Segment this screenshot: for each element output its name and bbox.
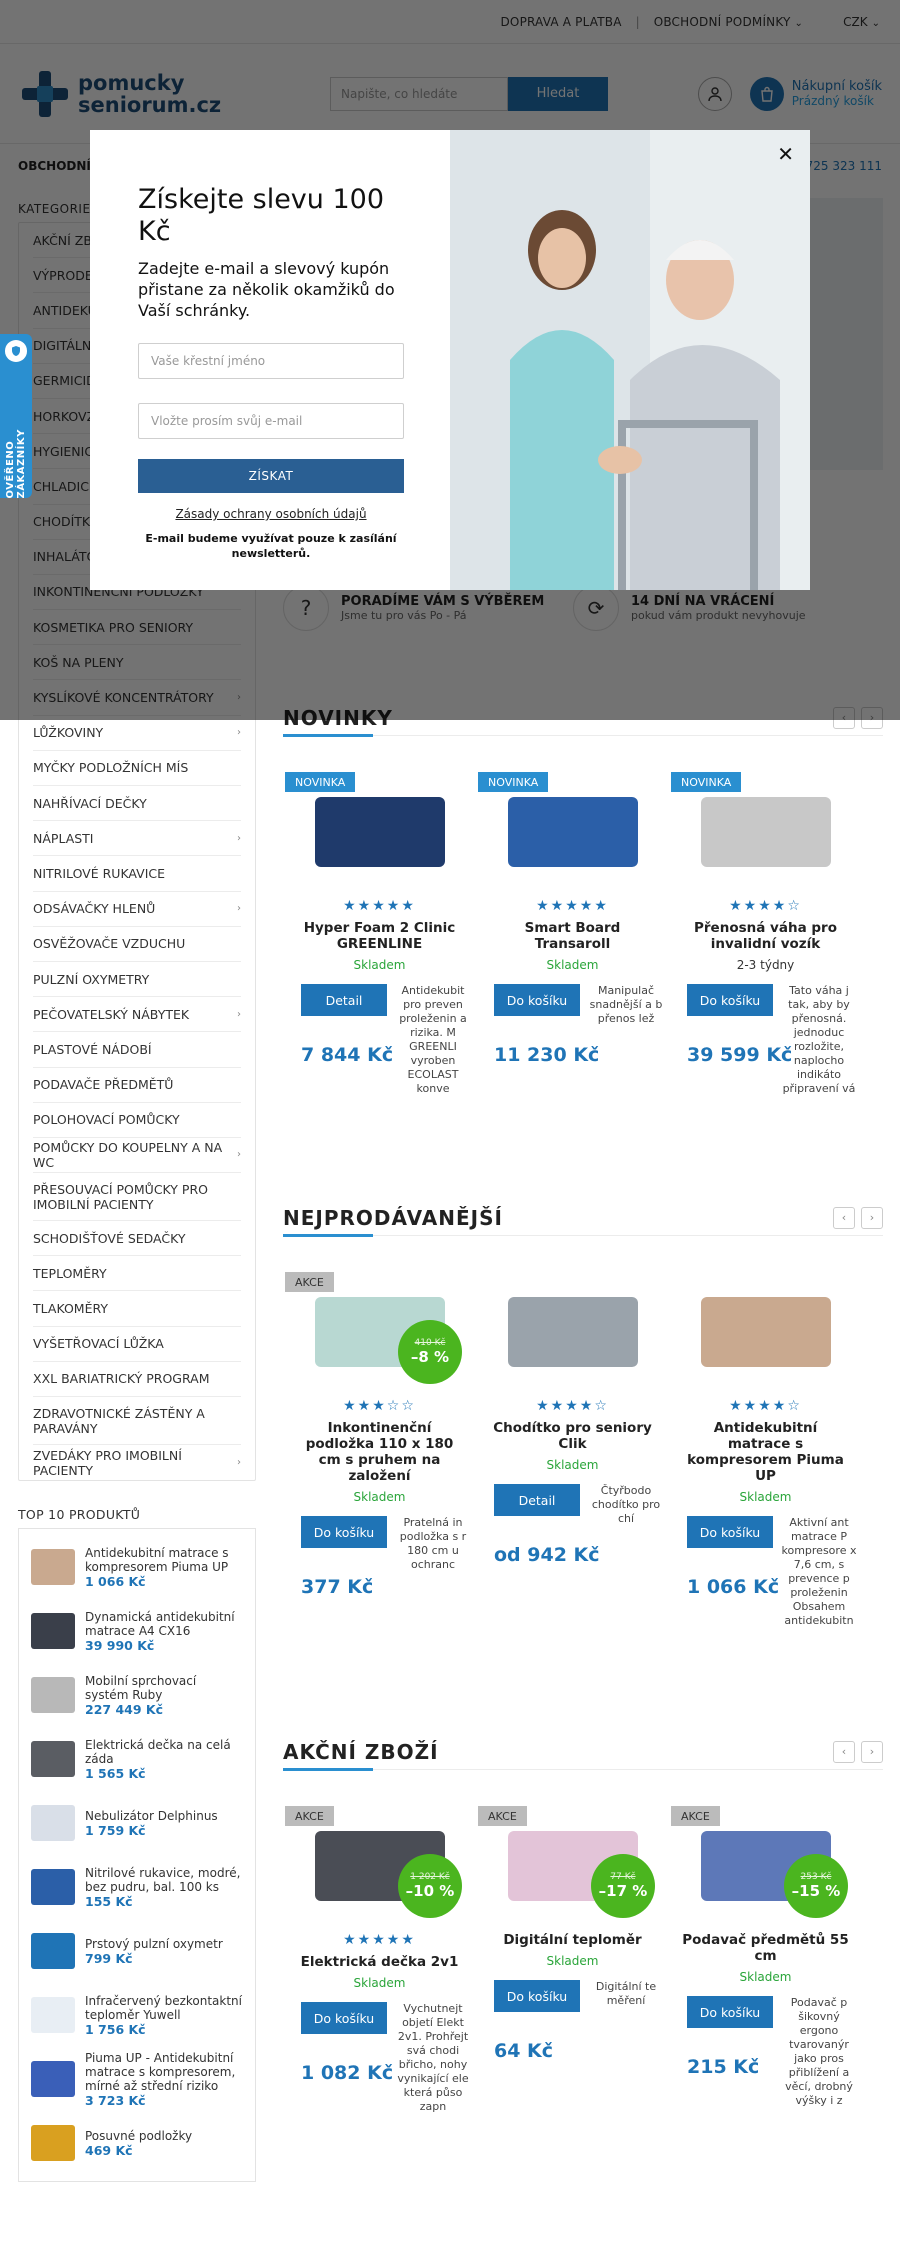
top10-item[interactable] xyxy=(31,1983,243,2047)
discount-percent: –10 % xyxy=(405,1882,455,1900)
top10-price: 1 066 Kč xyxy=(85,1573,146,1589)
verified-reviews-badge[interactable] xyxy=(0,334,32,498)
product-price: 1 082 Kč xyxy=(301,2062,394,2084)
category-label: LŮŽKOVINY xyxy=(33,725,104,741)
privacy-link[interactable]: Zásady ochrany osobních údajů xyxy=(175,507,367,521)
old-price: 253 Kč xyxy=(800,1872,832,1882)
product-thumbnail xyxy=(31,1613,75,1649)
section-title: AKČNÍ ZBOŽÍ xyxy=(283,1739,439,1764)
product-badge: AKCE xyxy=(478,1806,527,1826)
section-novinky xyxy=(283,700,883,1114)
top10-item[interactable] xyxy=(31,1919,243,1983)
category-label: PULZNÍ OXYMETRY xyxy=(33,971,150,987)
availability: Skladem xyxy=(546,1458,599,1472)
product-description: Antidekubit pro preven proleženin a rizika. M GREENLI vyroben ECOLAST konve xyxy=(399,984,467,1095)
chevron-right-icon: › xyxy=(237,832,241,844)
product-image[interactable] xyxy=(476,1272,669,1392)
product-thumbnail xyxy=(31,1677,75,1713)
top10-text xyxy=(85,1546,243,1589)
category-item[interactable] xyxy=(33,1103,241,1138)
top10-name: Elektrická dečka na celá záda xyxy=(85,1737,231,1766)
top10-text xyxy=(85,2051,243,2108)
modal-title: Získejte slevu 100 Kč xyxy=(138,184,385,247)
product-name[interactable]: Podavač předmětů 55 cm xyxy=(682,1932,849,1964)
product-price: 1 066 Kč xyxy=(687,1576,780,1598)
shield-icon xyxy=(5,340,27,362)
category-label: PLASTOVÉ NÁDOBÍ xyxy=(33,1041,152,1057)
top10-text xyxy=(85,1738,243,1781)
product-image-shape xyxy=(701,1297,831,1367)
category-label: ZVEDÁKY PRO IMOBILNÍ PACIENTY xyxy=(33,1447,182,1478)
category-label: NÁPLASTI xyxy=(33,830,94,846)
rating-stars: ★★★★★ xyxy=(343,1932,416,1948)
category-label: TLAKOMĚRY xyxy=(33,1301,108,1317)
category-label: PŘESOUVACÍ POMŮCKY PRO IMOBILNÍ PACIENTY xyxy=(33,1181,208,1212)
product-description: Manipulač snadnější a b přenos lež xyxy=(589,984,663,1025)
category-label: TEPLOMĚRY xyxy=(33,1265,107,1281)
product-badge: AKCE xyxy=(285,1806,334,1826)
product-badge: NOVINKA xyxy=(285,772,355,792)
product-name[interactable]: Antidekubitní matrace s kompresorem Piuma UP xyxy=(687,1420,844,1484)
rating-stars: ★★★★☆ xyxy=(729,1398,802,1414)
top10-price: 1 756 Kč xyxy=(85,2021,146,2037)
category-label: POLOHOVACÍ POMŮCKY xyxy=(33,1112,180,1128)
category-item[interactable] xyxy=(33,1221,241,1256)
product-image-shape xyxy=(315,797,445,867)
detail-button[interactable]: Detail xyxy=(494,1484,580,1516)
category-item[interactable] xyxy=(33,1291,241,1326)
chevron-right-icon[interactable]: › xyxy=(861,1207,883,1229)
top10-item[interactable] xyxy=(31,1535,243,1599)
top10-text xyxy=(85,1994,243,2037)
product-card xyxy=(283,772,476,1114)
add-to-cart-button[interactable]: Do košíku xyxy=(687,984,773,1016)
discount-percent: –8 % xyxy=(410,1348,450,1366)
product-thumbnail xyxy=(31,1805,75,1841)
top10-name: Infračervený bezkontaktní teploměr Yuwell xyxy=(85,1993,242,2022)
top10-text xyxy=(85,1610,243,1653)
product-name[interactable]: Elektrická dečka 2v1 xyxy=(300,1954,459,1970)
product-badge: AKCE xyxy=(285,1272,334,1292)
top10-name: Mobilní sprchovací systém Ruby xyxy=(85,1673,197,1702)
product-carousel xyxy=(283,1272,883,1646)
verified-reviews-label: OVĚŘENO ZÁKAZNÍKY xyxy=(5,428,27,498)
category-item[interactable] xyxy=(33,1138,241,1173)
product-image-shape xyxy=(701,797,831,867)
top10-title: TOP 10 PRODUKTŮ xyxy=(18,1507,141,1523)
product-actions xyxy=(669,984,862,1114)
availability: Skladem xyxy=(546,1954,599,1968)
top10-item[interactable] xyxy=(31,2047,243,2111)
category-item[interactable] xyxy=(33,821,241,856)
add-to-cart-button[interactable]: Do košíku xyxy=(494,984,580,1016)
category-item[interactable] xyxy=(33,997,241,1032)
section-header xyxy=(283,1734,883,1770)
product-card xyxy=(476,1806,669,2132)
product-card xyxy=(669,1806,862,2132)
top10-text xyxy=(85,2129,192,2158)
availability: Skladem xyxy=(546,958,599,972)
rating-stars: ★★★★★ xyxy=(343,898,416,914)
category-label: XXL BARIATRICKÝ PROGRAM xyxy=(33,1371,210,1387)
product-price: 215 Kč xyxy=(687,2056,760,2078)
category-label: NITRILOVÉ RUKAVICE xyxy=(33,865,166,881)
old-price: 1 202 Kč xyxy=(410,1872,450,1882)
product-price: 7 844 Kč xyxy=(301,1044,394,1066)
top10-text xyxy=(85,1866,243,1909)
detail-button[interactable]: Detail xyxy=(301,984,387,1016)
newsletter-modal xyxy=(90,130,810,590)
top10-text xyxy=(85,1809,218,1838)
product-name[interactable]: Inkontinenční podložka 110 x 180 cm s pruhem na založení xyxy=(305,1420,454,1484)
product-description: Podavač p šikovný ergono tvarovanýr jako pros přiblížení a věcí, drobný výšky i z xyxy=(785,1996,853,2107)
category-label: MYČKY PODLOŽNÍCH MÍS xyxy=(33,760,189,776)
chevron-right-icon: › xyxy=(237,727,241,739)
product-thumbnail xyxy=(31,1933,75,1969)
rating-stars: ★★★★☆ xyxy=(536,1398,609,1414)
top10-text xyxy=(85,1937,223,1966)
caregiver-photo-illustration xyxy=(450,130,810,590)
top10-name: Posuvné podložky xyxy=(85,2128,193,2143)
chevron-right-icon: › xyxy=(237,1457,241,1469)
category-label: ODSÁVAČKY HLENŮ xyxy=(33,901,156,917)
top10-price: 3 723 Kč xyxy=(85,2092,146,2108)
product-card xyxy=(476,1272,669,1646)
carousel-arrows xyxy=(827,1207,883,1229)
carousel-arrows xyxy=(827,1741,883,1763)
top10-text xyxy=(85,1674,243,1717)
product-description: Tato váha j tak, aby by přenosná. jednoduc rozložite, naplocho indikáto připravení vá xyxy=(782,984,856,1095)
add-to-cart-button[interactable]: Do košíku xyxy=(687,1516,773,1548)
first-name-input[interactable]: Vaše křestní jméno xyxy=(138,343,404,379)
add-to-cart-button[interactable]: Do košíku xyxy=(301,1516,387,1548)
chevron-left-icon[interactable]: ‹ xyxy=(833,1207,855,1229)
category-item[interactable] xyxy=(33,751,241,786)
product-actions xyxy=(283,2002,476,2132)
category-item[interactable] xyxy=(33,927,241,962)
availability: 2-3 týdny xyxy=(736,958,795,972)
modal-photo xyxy=(450,130,810,590)
category-label: PODAVAČE PŘEDMĚTŮ xyxy=(33,1077,174,1093)
section-bestsellers xyxy=(283,1200,883,1646)
category-item[interactable] xyxy=(33,1256,241,1291)
product-description: Čtyřbodo chodítko pro chí xyxy=(591,1484,661,1525)
category-label: POMŮCKY DO KOUPELNY A NA WC xyxy=(33,1139,223,1170)
section-sale xyxy=(283,1734,883,2132)
discount-percent: –17 % xyxy=(598,1882,648,1900)
product-card xyxy=(669,772,862,1114)
category-item[interactable] xyxy=(33,962,241,997)
top10-item[interactable] xyxy=(31,1599,243,1663)
category-item[interactable] xyxy=(33,1173,241,1221)
chevron-right-icon: › xyxy=(237,1008,241,1020)
email-input[interactable]: Vložte prosím svůj e-mail xyxy=(138,403,404,439)
availability: Skladem xyxy=(739,1490,792,1504)
availability: Skladem xyxy=(739,1970,792,1984)
discount-badge xyxy=(398,1854,462,1918)
top10-item[interactable] xyxy=(31,1855,243,1919)
old-price: 410 Kč xyxy=(414,1338,446,1348)
product-thumbnail xyxy=(31,1549,75,1585)
section-header xyxy=(283,1200,883,1236)
product-thumbnail xyxy=(31,2061,75,2097)
top10-name: Nitrilové rukavice, modré, bez pudru, bal. 100 ks xyxy=(85,1865,241,1894)
product-badge: NOVINKA xyxy=(478,772,548,792)
product-actions xyxy=(476,1980,669,2110)
chevron-left-icon[interactable]: ‹ xyxy=(833,1741,855,1763)
category-label: ZDRAVOTNICKÉ ZÁSTĚNY A PARAVÁNY xyxy=(33,1405,205,1436)
top10-price: 469 Kč xyxy=(85,2142,133,2158)
product-description: Digitální te měření xyxy=(595,1980,657,2007)
top10-price: 799 Kč xyxy=(85,1950,133,1966)
product-actions xyxy=(669,1516,862,1646)
top10-price: 39 990 Kč xyxy=(85,1637,155,1653)
product-name[interactable]: Smart Board Transaroll xyxy=(524,920,621,952)
product-badge: AKCE xyxy=(671,1806,720,1826)
product-price: od 942 Kč xyxy=(494,1544,600,1566)
product-description: Aktivní ant matrace P kompresore x 7,6 cm, s prevence p proleženin Obsahem antidekubitn xyxy=(781,1516,857,1627)
modal-note: E-mail budeme využívat pouze k zasílání newsletterů. xyxy=(145,532,397,560)
rating-stars: ★★★★☆ xyxy=(729,898,802,914)
product-card xyxy=(283,1806,476,2132)
product-carousel xyxy=(283,772,883,1114)
category-item[interactable] xyxy=(33,786,241,821)
close-icon[interactable]: ✕ xyxy=(777,142,794,166)
product-actions xyxy=(476,984,669,1114)
top10-name: Dynamická antidekubitní matrace A4 CX16 xyxy=(85,1609,235,1638)
top10-price: 227 449 Kč xyxy=(85,1701,163,1717)
top10-name: Piuma UP - Antidekubitní matrace s kompresorem, mírné až střední riziko xyxy=(85,2050,236,2093)
product-image[interactable] xyxy=(669,1272,862,1392)
add-to-cart-button[interactable]: Do košíku xyxy=(687,1996,773,2028)
chevron-right-icon: › xyxy=(237,1149,241,1161)
category-item[interactable] xyxy=(33,856,241,891)
product-price: 377 Kč xyxy=(301,1576,374,1598)
availability: Skladem xyxy=(353,1976,406,1990)
add-to-cart-button[interactable]: Do košíku xyxy=(301,2002,387,2034)
modal-subtitle: Zadejte e-mail a slevový kupón přistane za několik okamžiků do Vaší schránky. xyxy=(138,259,395,320)
product-name[interactable]: Digitální teploměr xyxy=(503,1932,642,1948)
top10-item[interactable] xyxy=(31,1727,243,1791)
product-card xyxy=(669,1272,862,1646)
product-thumbnail xyxy=(31,2125,75,2161)
product-actions xyxy=(283,984,476,1114)
top10-name: Antidekubitní matrace s kompresorem Piuma UP xyxy=(85,1545,229,1574)
rating-stars: ★★★★★ xyxy=(536,898,609,914)
product-thumbnail xyxy=(31,1997,75,2033)
add-to-cart-button[interactable]: Do košíku xyxy=(494,1980,580,2012)
availability: Skladem xyxy=(353,1490,406,1504)
discount-badge xyxy=(398,1320,462,1384)
category-item[interactable] xyxy=(33,1397,241,1445)
discount-percent: –15 % xyxy=(791,1882,841,1900)
top10-name: Nebulizátor Delphinus xyxy=(85,1808,218,1823)
product-card xyxy=(283,1272,476,1646)
section-title: NEJPRODÁVANĚJŠÍ xyxy=(283,1205,503,1230)
top10-item[interactable] xyxy=(31,2111,243,2175)
top10-name: Prstový pulzní oxymetr xyxy=(85,1936,223,1951)
top10-price: 1 759 Kč xyxy=(85,1822,146,1838)
product-carousel xyxy=(283,1806,883,2132)
product-actions xyxy=(476,1484,669,1614)
product-actions xyxy=(669,1996,862,2126)
product-name[interactable]: Chodítko pro seniory Clik xyxy=(493,1420,652,1452)
top10-price: 155 Kč xyxy=(85,1893,133,1909)
category-label: PEČOVATELSKÝ NÁBYTEK xyxy=(33,1006,190,1022)
rating-stars: ★★★☆☆ xyxy=(343,1398,416,1414)
product-price: 64 Kč xyxy=(494,2040,554,2062)
discount-badge xyxy=(591,1854,655,1918)
product-price: 39 599 Kč xyxy=(687,1044,793,1066)
category-item[interactable] xyxy=(33,1068,241,1103)
product-thumbnail xyxy=(31,1869,75,1905)
product-card xyxy=(476,772,669,1114)
product-badge: NOVINKA xyxy=(671,772,741,792)
chevron-right-icon: › xyxy=(237,903,241,915)
product-description: Vychutnejt objetí Elekt 2v1. Prohřejt svá chodi břicho, nohy vynikající ele která půso zapn xyxy=(397,2002,469,2113)
top10-list xyxy=(18,1528,256,2182)
category-label: OSVĚŽOVAČE VZDUCHU xyxy=(33,936,186,952)
top10-item[interactable] xyxy=(31,1791,243,1855)
category-item[interactable] xyxy=(33,1362,241,1397)
product-image-shape xyxy=(508,1297,638,1367)
product-price: 11 230 Kč xyxy=(494,1044,600,1066)
availability: Skladem xyxy=(353,958,406,972)
category-item[interactable] xyxy=(33,1327,241,1362)
product-thumbnail xyxy=(31,1741,75,1777)
top10-price: 1 565 Kč xyxy=(85,1765,146,1781)
product-image-shape xyxy=(508,797,638,867)
category-label: SCHODIŠŤOVÉ SEDAČKY xyxy=(33,1230,186,1246)
top10-item[interactable] xyxy=(31,1663,243,1727)
category-label: VYŠETŘOVACÍ LŮŽKA xyxy=(33,1336,164,1352)
discount-badge xyxy=(784,1854,848,1918)
category-label: NAHŘÍVACÍ DEČKY xyxy=(33,795,147,811)
product-description: Pratelná in podložka s r 180 cm u ochranc xyxy=(399,1516,467,1571)
product-name[interactable]: Přenosná váha pro invalidní vozík xyxy=(694,920,837,952)
category-item[interactable] xyxy=(33,1445,241,1480)
category-item[interactable] xyxy=(33,1032,241,1067)
get-discount-button[interactable]: ZÍSKAT xyxy=(138,459,404,493)
category-item[interactable] xyxy=(33,892,241,927)
product-actions xyxy=(283,1516,476,1646)
old-price: 77 Kč xyxy=(610,1872,636,1882)
chevron-right-icon[interactable]: › xyxy=(861,1741,883,1763)
category-item[interactable] xyxy=(33,716,241,751)
product-name[interactable]: Hyper Foam 2 Clinic GREENLINE xyxy=(303,920,456,952)
